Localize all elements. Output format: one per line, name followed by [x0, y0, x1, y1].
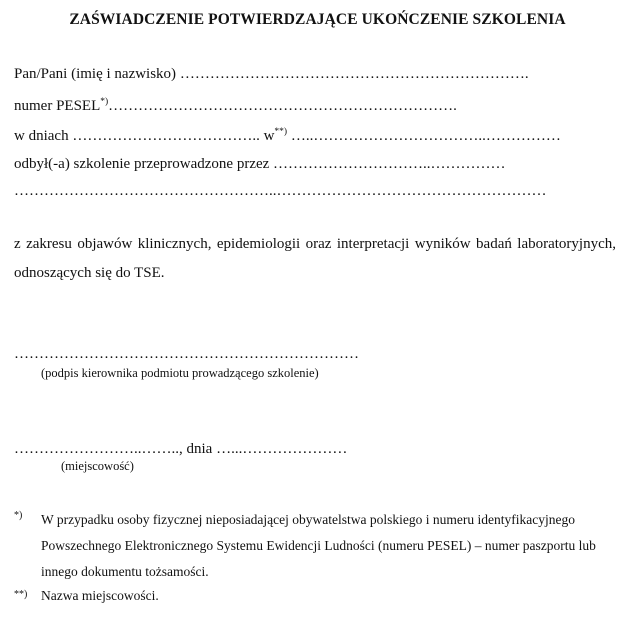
days-input-dots[interactable]: ………………………………..: [72, 128, 264, 144]
organizer-label: odbył(-a) szkolenie przeprowadzone przez: [14, 156, 274, 172]
scope-paragraph: z zakresu objawów klinicznych, epidemiologii oraz interpretacji wyników badań laboratoryjnych, odnoszących się do TSE.: [14, 236, 616, 281]
footnote-2-text: Nazwa miejscowości.: [41, 588, 159, 603]
pesel-label: numer PESEL: [14, 98, 101, 114]
footnote-1-mark: *): [14, 510, 23, 521]
place-input-dots[interactable]: …..……………………………..……………: [287, 128, 561, 144]
name-field-row: [14, 65, 529, 83]
date-label: , dnia: [179, 441, 217, 457]
place-label: w: [263, 128, 275, 144]
organizer-continuation-row: [14, 182, 547, 200]
document-title: ZAŚWIADCZENIE POTWIERDZAJĄCE UKOŃCZENIE SZKOLENIA: [69, 11, 566, 28]
place-date-row: [14, 441, 347, 458]
pesel-footnote-mark: *): [100, 97, 109, 107]
place-footnote-mark: **): [274, 127, 288, 137]
organizer-input-dots[interactable]: …………………………..……………: [273, 156, 506, 172]
date-input-dots[interactable]: …...…………………: [216, 441, 348, 457]
organizer-continuation-dots[interactable]: ……………………………………………..………………………………………………: [14, 183, 547, 199]
signature-caption: (podpis kierownika podmiotu prowadzącego szkolenie): [41, 366, 319, 380]
days-label: w dniach: [14, 128, 73, 144]
pesel-field-row: [14, 97, 457, 115]
place-caption: (miejscowość): [61, 459, 134, 473]
footnote-1-text: W przypadku osoby fizycznej nieposiadającej obywatelstwa polskiego i numeru identyfikacyjnego Powszechnego Elektronicznego Systemu Ewidencji Ludności (numeru PESEL) – numer paszportu lub innego dokumentu tożsamości.: [41, 512, 596, 579]
name-input-dots[interactable]: …………………………………………………………….: [179, 66, 529, 82]
dates-field-row: [14, 127, 561, 145]
place-input-dots[interactable]: ……………………..……..: [14, 441, 179, 457]
organizer-field-row: [14, 155, 506, 173]
signature-line[interactable]: ……………………………………………………………: [14, 346, 359, 362]
footnote-2-mark: **): [14, 589, 28, 600]
name-label: Pan/Pani (imię i nazwisko): [14, 66, 180, 82]
pesel-input-dots[interactable]: …………………………………………………………….: [108, 98, 457, 114]
